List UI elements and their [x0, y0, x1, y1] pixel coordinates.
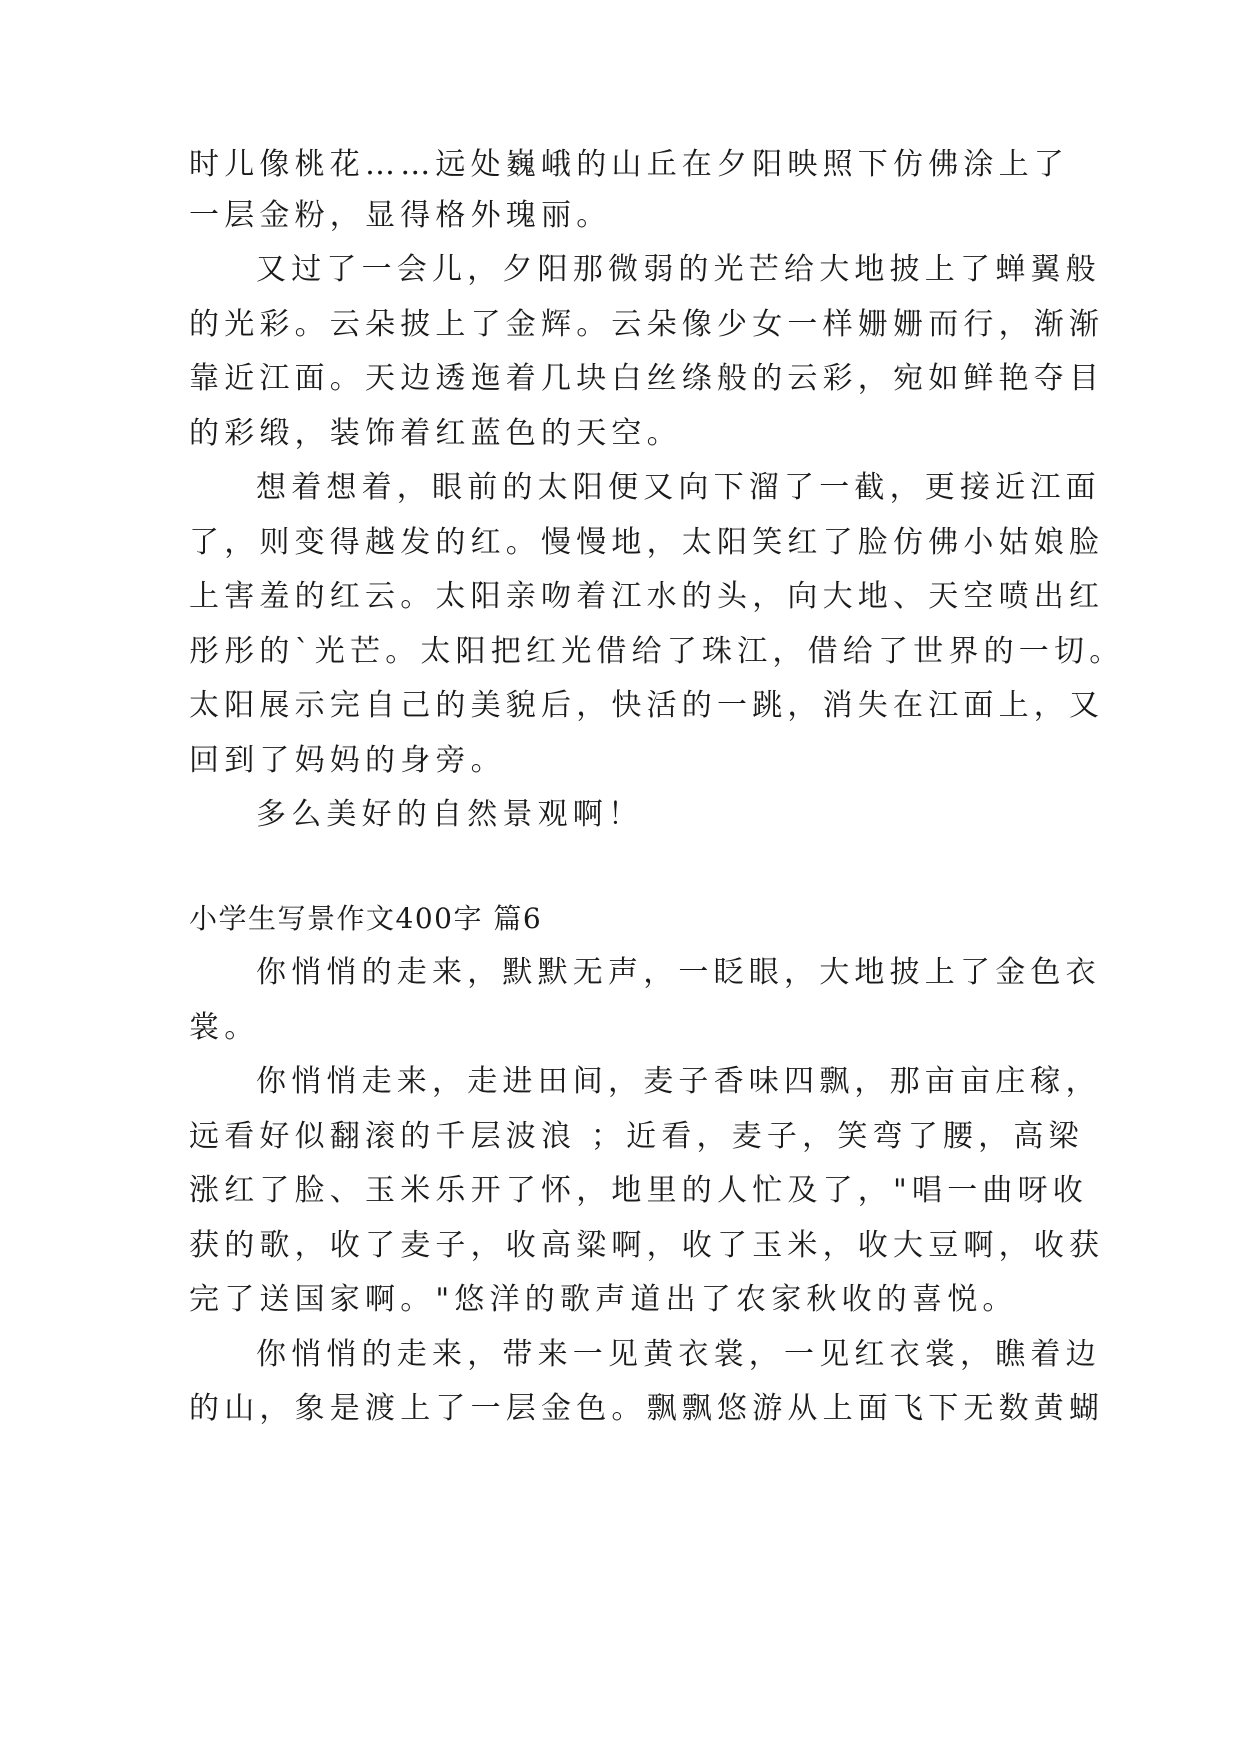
paragraph-line: 的山，象是渡上了一层金色。飘飘悠游从上面飞下无数黄蝴	[189, 1391, 1105, 1426]
paragraph-line: 获的歌，收了麦子，收高粱啊，收了玉米，收大豆啊，收获	[189, 1228, 1105, 1263]
paragraph-line: 上害羞的红云。太阳亲吻着江水的头，向大地、天空喷出红	[189, 579, 1105, 614]
paragraph-line: 一层金粉，显得格外瑰丽。	[189, 198, 612, 233]
paragraph-line: 你悄悄走来，走进田间，麦子香味四飘，那亩亩庄稼，	[256, 1064, 1101, 1099]
paragraph-line: 了，则变得越发的红。慢慢地，太阳笑红了脸仿佛小姑娘脸	[189, 525, 1105, 560]
paragraph-line: 远看好似翻滚的千层波浪 ；近看，麦子，笑弯了腰，高梁	[189, 1119, 1084, 1154]
paragraph-line: 裳。	[189, 1010, 260, 1045]
paragraph-line: 涨红了脸、玉米乐开了怀，地里的人忙及了，"唱一曲呀收	[189, 1173, 1088, 1208]
paragraph-line: 回到了妈妈的身旁。	[189, 743, 506, 778]
paragraph-line: 靠近江面。天边透迤着几块白丝绦般的云彩，宛如鲜艳夺目	[189, 361, 1105, 396]
paragraph-line: 完了送国家啊。"悠洋的歌声道出了农家秋收的喜悦。	[189, 1282, 1018, 1317]
paragraph-line: 时儿像桃花……远处巍峨的山丘在夕阳映照下仿佛涂上了	[189, 147, 1069, 182]
paragraph-line: 太阳展示完自己的美貌后，快活的一跳，消失在江面上，又	[189, 688, 1105, 723]
paragraph-line: 你悄悄的走来，带来一见黄衣裳，一见红衣裳，瞧着边	[256, 1337, 1101, 1372]
paragraph-line: 彤彤的`光芒。太阳把红光借给了珠江，借给了世界的一切。	[189, 634, 1125, 669]
paragraph-line: 的光彩。云朵披上了金辉。云朵像少女一样姗姗而行，渐渐	[189, 307, 1105, 342]
paragraph-line: 多么美好的自然景观啊！	[256, 797, 644, 832]
paragraph-line: 的彩缎，装饰着红蓝色的天空。	[189, 416, 682, 451]
section-heading: 小学生写景作文400字 篇6	[189, 902, 543, 935]
paragraph-line: 你悄悄的走来，默默无声，一眨眼，大地披上了金色衣	[256, 955, 1101, 990]
paragraph-line: 又过了一会儿，夕阳那微弱的光芒给大地披上了蝉翼般	[256, 252, 1101, 287]
paragraph-line: 想着想着，眼前的太阳便又向下溜了一截，更接近江面	[256, 470, 1101, 505]
